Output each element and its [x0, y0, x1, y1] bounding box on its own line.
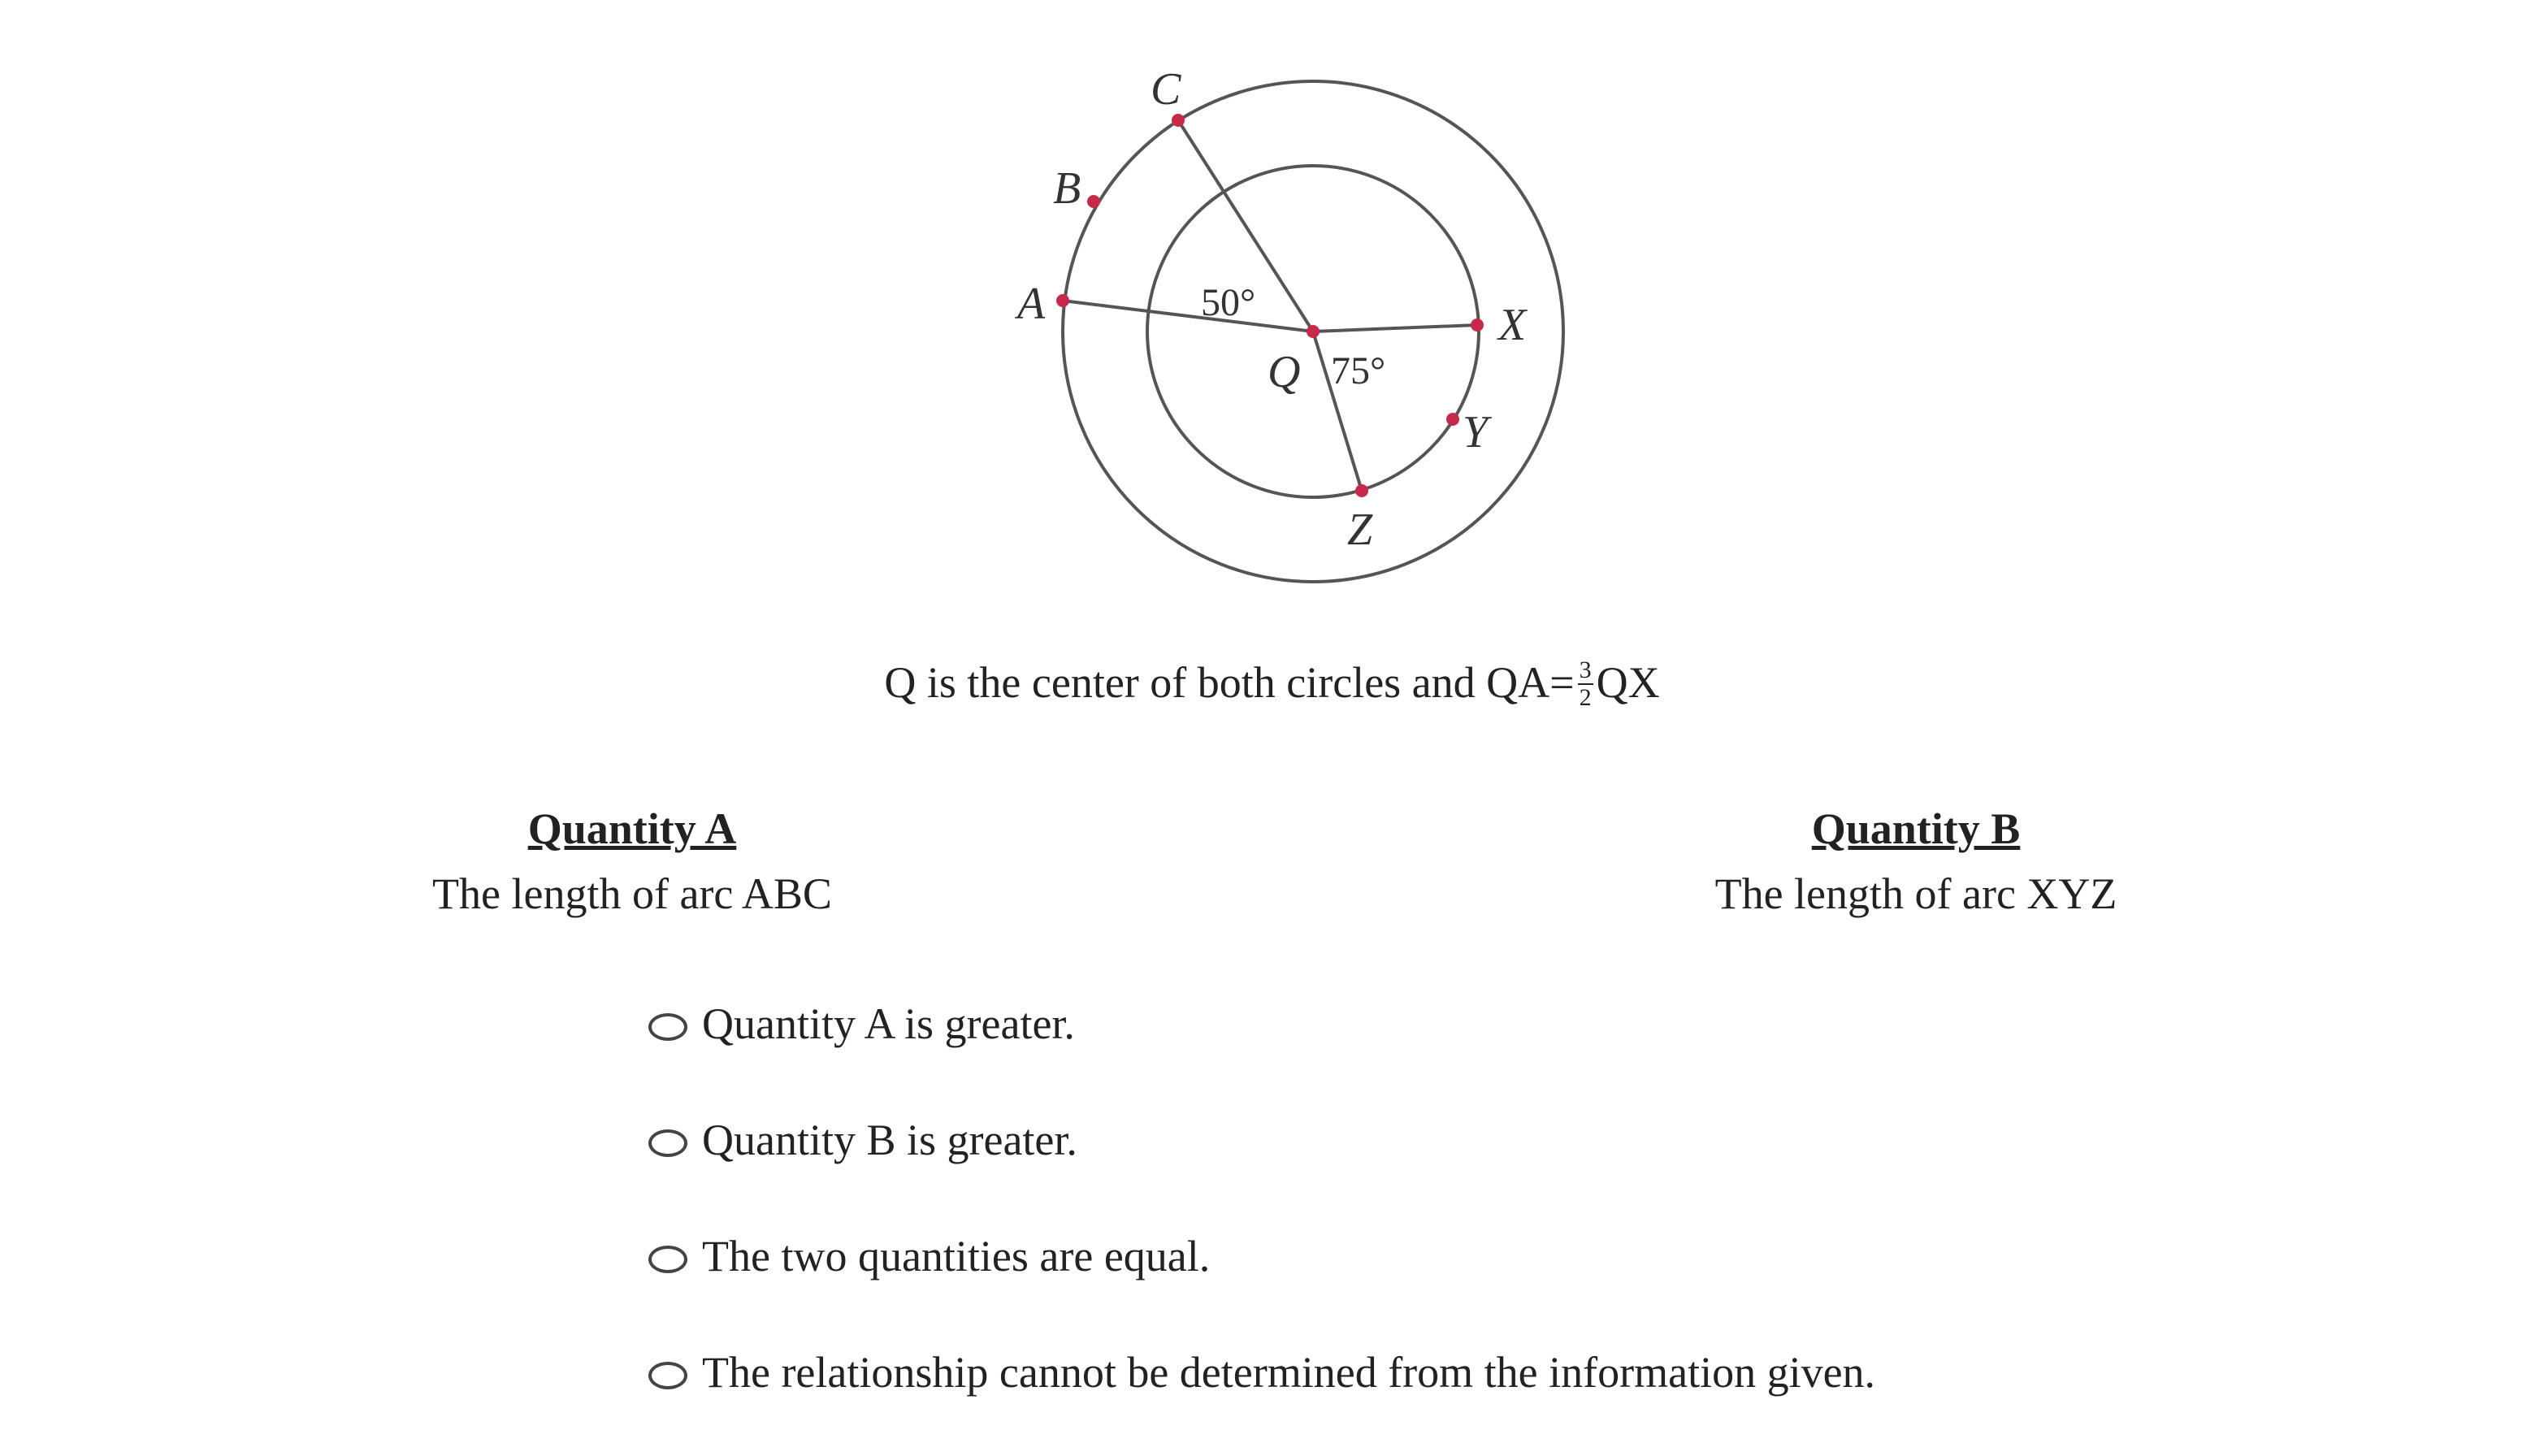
option-equal[interactable]: [648, 1224, 1875, 1289]
quantity-b-text: The length of arc XYZ: [1714, 869, 2117, 918]
point-z: [1355, 484, 1368, 497]
fraction-numerator: 3: [1579, 656, 1592, 683]
geometry-figure: [959, 57, 1609, 609]
label-a: A: [1017, 279, 1046, 329]
radio-button[interactable]: [648, 1362, 687, 1389]
angle-abc-label: 50°: [1201, 281, 1256, 324]
label-x: X: [1498, 300, 1527, 350]
label-b: B: [1053, 163, 1081, 214]
radius-qa: [1063, 301, 1313, 332]
point-b: [1087, 195, 1100, 208]
point-x: [1471, 318, 1484, 332]
radio-button[interactable]: [648, 1129, 687, 1157]
figure-caption: [0, 650, 2544, 715]
label-c: C: [1151, 64, 1181, 115]
option-cannot-determine[interactable]: [648, 1340, 1875, 1405]
fraction-denominator: 2: [1579, 683, 1592, 711]
option-label: The relationship cannot be determined from the information given.: [702, 1348, 1876, 1397]
point-c: [1172, 114, 1185, 127]
answer-options: [648, 991, 1875, 1456]
caption-suffix: QX: [1596, 658, 1660, 707]
fraction-three-halves: [1578, 657, 1593, 711]
option-b-greater[interactable]: [648, 1107, 1875, 1172]
quantity-a-heading: Quantity A: [527, 804, 737, 853]
option-label: Quantity B is greater.: [702, 1116, 1077, 1164]
circles-diagram: [959, 57, 1609, 609]
quantity-a-text: The length of arc ABC: [432, 869, 832, 918]
radius-qx: [1313, 325, 1477, 332]
option-label: The two quantities are equal.: [702, 1232, 1211, 1280]
option-label: Quantity A is greater.: [702, 999, 1075, 1048]
radio-button[interactable]: [648, 1246, 687, 1273]
quantity-b-column: [1591, 800, 2241, 922]
point-a: [1056, 294, 1069, 307]
label-y: Y: [1463, 407, 1489, 457]
point-q: [1307, 325, 1320, 338]
caption-prefix: Q is the center of both circles and QA=: [884, 658, 1575, 707]
option-a-greater[interactable]: [648, 991, 1875, 1056]
radio-button[interactable]: [648, 1013, 687, 1041]
point-y: [1446, 413, 1459, 426]
angle-xyz-label: 75°: [1331, 349, 1386, 392]
quantity-b-heading: Quantity B: [1811, 804, 2021, 853]
label-q: Q: [1268, 347, 1301, 397]
quantity-a-column: [307, 800, 957, 922]
label-z: Z: [1347, 505, 1373, 555]
